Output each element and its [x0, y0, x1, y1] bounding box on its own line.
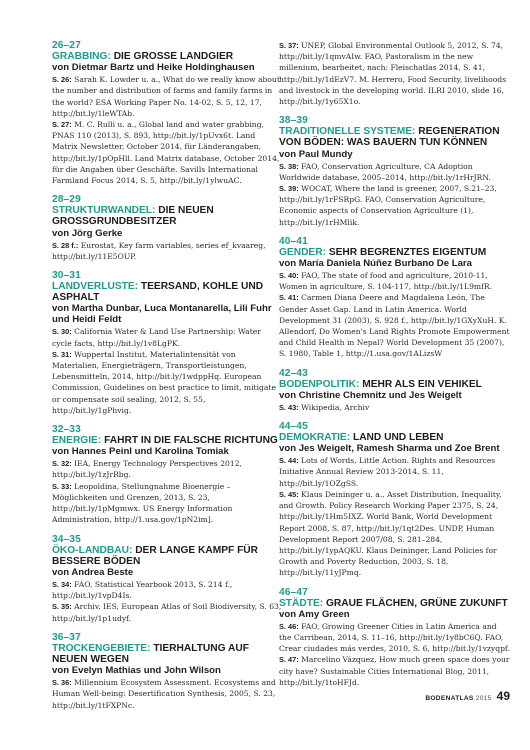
reference-entry	[279, 270, 511, 292]
reference-entry	[279, 621, 511, 655]
reference-entry	[52, 349, 282, 416]
section-title	[279, 598, 511, 609]
section-keyword: ÖKO-LANDBAU:	[52, 544, 133, 556]
reference-page-label: S. 36:	[52, 678, 72, 688]
reference-list	[279, 455, 511, 578]
section-title-text: LAND UND LEBEN	[352, 432, 444, 444]
reference-entry	[52, 579, 282, 601]
section-keyword: ENERGIE:	[52, 435, 102, 447]
page-footer	[425, 689, 510, 703]
reference-entry	[279, 402, 511, 413]
reference-entry	[279, 292, 511, 359]
reference-entry	[279, 183, 511, 228]
reference-section	[52, 534, 282, 624]
reference-text: FAO, The state of food and agriculture, 2010-11, Women in agriculture, S. 104-117, http://bit.ly/1L9mfR.	[279, 271, 493, 292]
section-title-text: DER LANGE KAMPF FÜR BESSERE BÖDEN	[52, 544, 259, 567]
section-title	[52, 545, 282, 567]
reference-page-label: S. 46:	[279, 621, 299, 631]
reference-entry	[52, 326, 282, 348]
page-number: 49	[496, 689, 510, 703]
reference-entry	[279, 654, 511, 688]
section-authors: von Hannes Peinl und Karolina Tomiak	[52, 446, 229, 458]
section-pages: 32–33	[52, 424, 81, 436]
section-title	[279, 247, 511, 258]
reference-list	[279, 621, 511, 688]
reference-page-label: S. 28 f.:	[52, 240, 79, 250]
section-authors: von Dietmar Bartz und Heike Holdinghausen	[52, 62, 255, 74]
reference-text: Carmen Diana Deere and Magdalena León, The Gender Asset Gap. Land in Latin America. World Development 31 (2003), S. 928 f., http://bit.ly/1GXyXuH. K. Allendorf, Do Women's Land Rights Promote Empowerment and Child Health in Nepal? World Development 35 (2007), S. 1980, Table 1, http://1.usa.gov/1ALizsW	[279, 293, 510, 359]
section-authors: von Martha Dunbar, Luca Montanarella, Lili Fuhr und Heidi Feldt	[52, 303, 272, 326]
reference-section	[279, 115, 511, 228]
reference-text: FAO, Growing Greener Cities in Latin America and the Carribean, 2014, S. 11–16, http://bit.ly/1y8bC6Q. FAO, Crear ciudades más verdes, 2010, S. 6, http://bit.ly/1vzyqpf.	[279, 621, 510, 654]
reference-text: Leopoldina, Stellungnahme Bioenergie – Möglichkeiten und Grenzen, 2013, S. 23, http://bit.ly/1pMgmwx. US Energy Information Administration, http://1.usa.gov/1pN2im].	[52, 481, 233, 525]
reference-list	[279, 161, 511, 228]
footer-brand	[425, 695, 491, 702]
reference-page-label: S. 41:	[279, 293, 299, 303]
reference-text: Wikipedia, Archiv	[301, 402, 370, 412]
reference-entry	[279, 161, 511, 183]
reference-entry	[52, 677, 282, 711]
reference-section	[52, 194, 282, 262]
section-title	[279, 126, 511, 148]
reference-page-label: S. 31:	[52, 349, 72, 359]
section-title-text: MEHR ALS EIN VEHIKEL	[362, 378, 482, 390]
section-title-text: FAHRT IN DIE FALSCHE RICHTUNG	[104, 435, 278, 447]
reference-section	[279, 368, 511, 413]
reference-page-label: S. 32:	[52, 459, 72, 469]
footer-brand-name: BODENATLAS	[425, 695, 474, 702]
section-title-text: SEHR BEGRENZTES EIGENTUM	[328, 246, 487, 258]
section-keyword: BODENPOLITIK:	[279, 378, 360, 390]
reference-entry	[52, 458, 282, 480]
reference-text: WOCAT, Where the land is greener, 2007, S.21–23, http://bit.ly/1rFSRpG. FAO, Conservation Agriculture, Economic aspects of Conservation Agriculture (1), http://bit.ly/1rHMlik.	[279, 184, 497, 227]
reference-page-label: S. 40:	[279, 271, 299, 281]
reference-list	[52, 326, 282, 416]
reference-text: IEA, Energy Technology Perspectives 2012, http://bit.ly/1zJrRbg.	[52, 459, 242, 480]
reference-section	[279, 421, 511, 578]
section-keyword: GRABBING:	[52, 51, 111, 62]
section-title-text: GRAUE FLÄCHEN, GRÜNE ZUKUNFT	[326, 597, 508, 609]
reference-page-label: S. 44:	[279, 456, 299, 466]
reference-list	[52, 74, 282, 186]
reference-page-label: S. 37:	[279, 41, 299, 50]
reference-section	[279, 236, 511, 360]
reference-page-label: S. 27:	[52, 120, 72, 130]
section-title-text: TIERHALTUNG AUF NEUEN WEGEN	[52, 642, 249, 665]
section-keyword: STRUKTURWANDEL:	[52, 205, 156, 217]
section-pages: 28–29	[52, 194, 81, 206]
reference-entry	[279, 455, 511, 489]
section-keyword: DEMOKRATIE:	[279, 432, 351, 444]
section-pages: 42–43	[279, 367, 308, 379]
section-title-text: REGENERATION VON BÖDEN: WAS BAUERN TUN KÖNNEN	[279, 126, 500, 149]
section-pages: 34–35	[52, 533, 81, 545]
section-title	[52, 205, 282, 227]
section-keyword: STÄDTE:	[279, 597, 324, 609]
section-title	[52, 643, 282, 665]
section-authors: von Evelyn Mathias und John Wilson	[52, 665, 221, 677]
section-title-text: DIE GROSSE LANDGIER	[113, 51, 234, 62]
reference-page-label: S. 34:	[52, 579, 72, 589]
reference-text: Klaus Deininger u. a., Asset Distribution, Inequality, and Growth. Policy Research Working Paper 2375, S. 24, http://bit.ly/1Hm5IXZ. World Bank, World Development Report 2008, S. 87, http://bit.ly/1qt2Des. UNDP, Human Development Report 2007/08, S. 281–284, http://bit.ly/1ypAQKU. Klaus Deininger, Land Policies for Growth and Poverty Reduction, 2003, S. 18, http://bit.ly/11yJPmq.	[279, 489, 502, 578]
reference-page-label: S. 47:	[279, 655, 299, 665]
section-authors: von Andrea Beste	[52, 566, 134, 578]
reference-entry	[52, 601, 282, 623]
reference-page-label: S. 43:	[279, 402, 299, 412]
reference-entry	[279, 40, 511, 107]
section-title-text: TEERSAND, KOHLE UND ASPHALT	[52, 281, 264, 304]
section-authors: von Christine Chemnitz und Jes Weigelt	[279, 389, 462, 401]
reference-section	[52, 632, 282, 711]
section-title	[279, 432, 511, 443]
reference-entry	[52, 481, 282, 526]
reference-text: FAO, Conservation Agriculture, CA Adoption Worldwide database, 2005–2014, http://bit.ly/1rHrJRN.	[279, 161, 491, 182]
reference-section	[52, 424, 282, 525]
section-keyword: LANDVERLUSTE:	[52, 281, 139, 293]
reference-page-label: S. 35:	[52, 602, 72, 612]
reference-page-label: S. 39:	[279, 184, 299, 194]
section-authors: von Paul Mundy	[279, 148, 353, 160]
reference-text: FAO, Statistical Yearbook 2013, S. 214 f., http://bit.ly/1vpD4Is.	[52, 579, 233, 601]
reference-list	[52, 458, 282, 525]
section-title-text: DIE NEUEN GROSSGRUNDBESITZER	[52, 205, 214, 228]
reference-page-label: S. 38:	[279, 161, 299, 171]
reference-list	[279, 402, 511, 413]
section-title	[52, 435, 282, 446]
section-authors: von Jörg Gerke	[52, 227, 123, 239]
reference-list	[279, 40, 511, 107]
reference-entry	[279, 489, 511, 579]
reference-section	[52, 270, 282, 416]
reference-text: M. C. Rulli u. a., Global land and water grabbing, PNAS 110 (2013), S. 893, http://bit.ly/1pUvx6t. Land Matrix Newsletter, October 2014, für Länderangaben, http://bit.ly/1pOpHll. Land Matrix database, October 2014, für die Angaben über Geschäfte. Savills International Farmland Focus 2014, S. 5, http://bit.ly/1ylwuAC.	[52, 120, 280, 186]
reference-entry	[52, 74, 282, 119]
reference-page-label: S. 26:	[52, 75, 72, 85]
reference-text: Sarah K. Lowder u. a., What do we really know about the number and distribution of farms and family farms in the world? ESA Working Paper No. 14-02, S. 5, 12, 17, http://bit.ly/1leWTAb.	[52, 75, 280, 118]
reference-text: Wuppertal Institut, Materialintensität von Materialien, Energieträgern, Transportleistungen, Lebensmitteln, 2014, http://bit.ly/1wdppHq. European Commission, Guidelines on best practice to limit, mitigate or compensate soil sealing, 2012, S. 55, http://bit.ly/1gPhvig.	[52, 349, 276, 415]
section-title	[52, 281, 282, 303]
section-pages: 26–27	[52, 40, 81, 51]
section-authors: von Jes Weigelt, Ramesh Sharma und Zoe Brent	[279, 443, 500, 455]
reference-text: California Water & Land Use Partnership: Water cycle facts, http://bit.ly/1v8LgPK.	[52, 327, 261, 348]
reference-text: Eurostat, Key farm variables, series ef_kvaareg, http://bit.ly/11E5OUP.	[52, 240, 266, 261]
reference-list	[52, 240, 282, 262]
footer-year: 2015	[475, 695, 492, 702]
section-keyword: TRADITIONELLE SYSTEME:	[279, 126, 416, 138]
section-pages: 44–45	[279, 421, 308, 433]
reference-list	[279, 270, 511, 360]
section-authors: von Amy Green	[279, 608, 350, 620]
section-pages: 36–37	[52, 631, 81, 643]
right-column	[279, 40, 511, 696]
reference-section	[279, 587, 511, 688]
section-authors: von María Daniela Núñez Burbano De Lara	[279, 258, 472, 270]
section-title	[279, 379, 511, 390]
reference-text: UNEP, Global Environmental Outlook 5, 2012, S. 74, http://bit.ly/1qmvAIw. FAO, Pastoralism in the new millenium, bearbeitet, nach: Fleischatlas 2014, S. 41, http://bit.ly/1dEzV7. M. Herrero, Food Security, livelihoods and livestock in the developing world. ILRI 2010, slide 16, http://bit.ly/1y65X1o.	[279, 41, 507, 107]
reference-text: Marcelino Vázquez, How much green space does your city have? Sustainable Cities International Blog, 2011, http://bit.ly/1toHFJd.	[279, 655, 510, 687]
section-pages: 38–39	[279, 115, 308, 127]
reference-entry	[52, 119, 282, 186]
left-column	[52, 40, 282, 719]
reference-page-label: S. 30:	[52, 327, 72, 337]
reference-text: Lots of Words, Little Action. Rights and Resources Initiative Annual Review 2013-2014, S. 11, http://bit.ly/1OZgSS.	[279, 456, 496, 488]
reference-list	[52, 579, 282, 624]
reference-entry	[52, 240, 282, 262]
reference-section	[279, 40, 511, 107]
reference-section	[52, 40, 282, 186]
reference-page-label: S. 33:	[52, 481, 72, 491]
reference-list	[52, 677, 282, 711]
reference-page-label: S. 45:	[279, 489, 299, 499]
section-keyword: GENDER:	[279, 246, 326, 258]
section-keyword: TROCKENGEBIETE:	[52, 642, 151, 654]
section-pages: 46–47	[279, 586, 308, 598]
section-pages: 40–41	[279, 235, 308, 247]
section-title	[52, 51, 282, 62]
reference-text: Archiv. IES, European Atlas of Soil Biodiversity, S. 63, http://bit.ly/1p1udyf.	[52, 602, 282, 623]
section-pages: 30–31	[52, 270, 81, 282]
reference-text: Millennium Ecosystem Assessment. Ecosystems and Human Well-being: Desertification Synthesis, 2005, S. 23, http://bit.ly/1tFXPNc.	[52, 678, 276, 710]
